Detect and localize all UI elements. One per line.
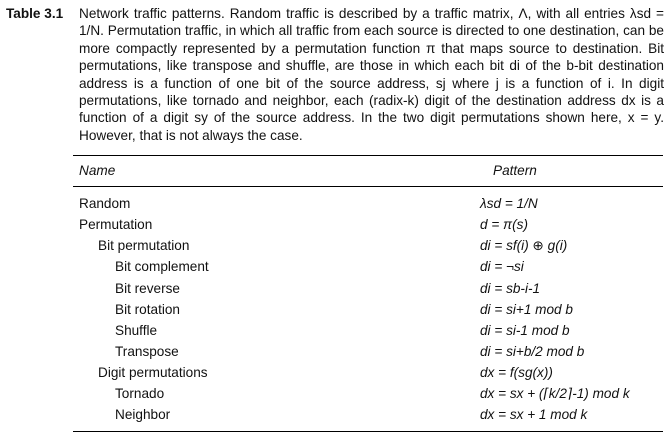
row-pattern: di = si-1 mod b xyxy=(480,323,570,338)
row-name: Bit complement xyxy=(115,259,209,274)
row-pattern: di = sb-i-1 xyxy=(480,281,541,296)
row-pattern: dx = f(sg(x)) xyxy=(480,365,553,380)
row-pattern: λsd = 1/N xyxy=(480,196,538,211)
row-name: Neighbor xyxy=(115,407,171,422)
row-name: Random xyxy=(79,196,131,211)
row-pattern: di = sf(i) ⊕ g(i) xyxy=(480,238,568,253)
row-pattern: dx = sx + 1 mod k xyxy=(480,407,588,422)
caption-text: Network traffic patterns. Random traffic is described by a traffic matrix, Λ, with all entries λsd = 1/N. Permutation traffic, in which all traffic from each source is directed to one destination, can be more compactly represented by a permutation function π that maps source to destination. Bit permutations, like transpose and shuffle, are those in which each bit di of the b-bit destination address is a function of one bit of the source address, sj where j is a function of i. In digit permutations, like tornado and neighbor, each (radix-k) digit of the destination address dx is a function of a digit sy of the source address. In the two digit permutations shown here, x = y. However, that is not always the case. xyxy=(79,6,664,143)
row-pattern: di = si+1 mod b xyxy=(480,302,573,317)
table-header-rule xyxy=(73,186,663,187)
row-name: Transpose xyxy=(115,344,179,359)
table-top-rule xyxy=(73,155,663,156)
row-name: Bit rotation xyxy=(115,302,180,317)
row-name: Shuffle xyxy=(115,323,158,338)
column-header-pattern: Pattern xyxy=(493,163,537,178)
column-header-name: Name xyxy=(79,163,116,178)
row-name: Digit permutations xyxy=(98,365,208,380)
row-name: Tornado xyxy=(115,386,165,401)
row-name: Permutation xyxy=(79,217,153,232)
row-name: Bit reverse xyxy=(115,281,180,296)
table-bottom-rule xyxy=(73,431,663,432)
row-name: Bit permutation xyxy=(98,238,190,253)
caption-label: Table 3.1 xyxy=(6,6,64,21)
row-pattern: d = π(s) xyxy=(480,217,529,232)
table-caption xyxy=(6,5,664,144)
row-pattern: di = ¬si xyxy=(480,259,524,274)
row-pattern: dx = sx + (⌈k/2⌉-1) mod k xyxy=(480,386,630,401)
row-pattern: di = si+b/2 mod b xyxy=(480,344,585,359)
